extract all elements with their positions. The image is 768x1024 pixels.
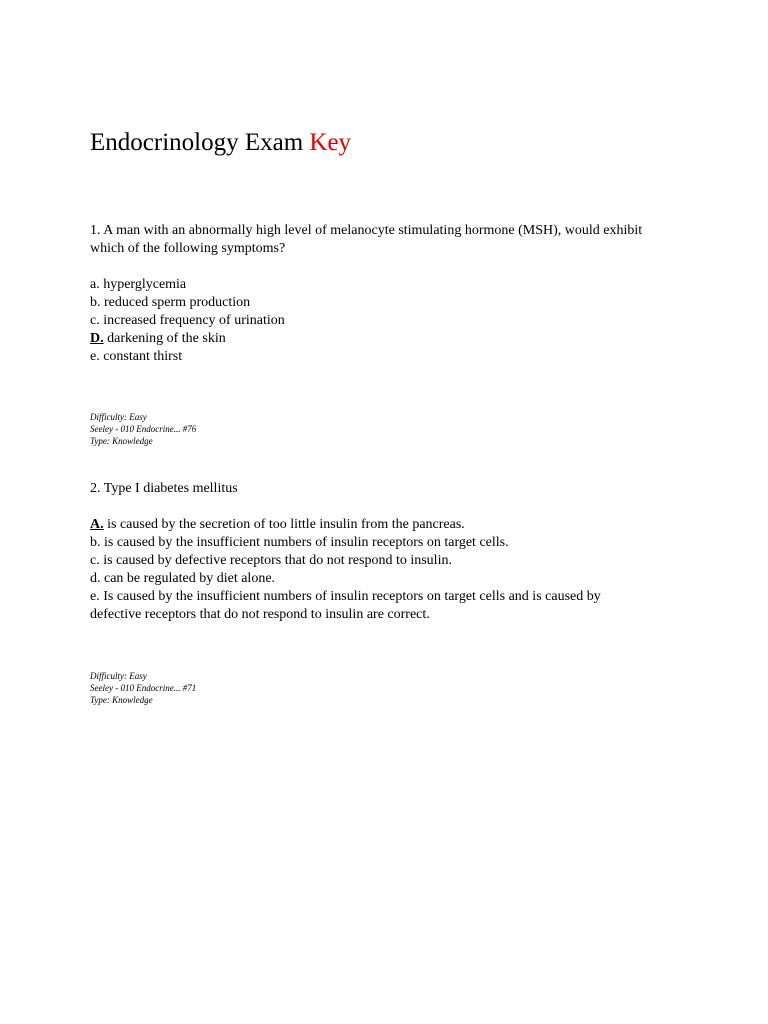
title-key-highlight: Key bbox=[309, 129, 352, 156]
question-2 bbox=[90, 480, 650, 624]
answer-options bbox=[90, 276, 650, 366]
option-e bbox=[90, 348, 650, 366]
option-e bbox=[90, 588, 650, 624]
option-text: e. constant thirst bbox=[90, 349, 183, 364]
title-main: Endocrinology Exam bbox=[90, 129, 304, 156]
question-2-metadata bbox=[90, 670, 196, 706]
source-label: Seeley - 010 Endocrine... #71 bbox=[90, 683, 197, 693]
question-1-metadata bbox=[90, 411, 196, 447]
option-c bbox=[90, 552, 650, 570]
option-d bbox=[90, 570, 650, 588]
option-text: b. is caused by the insufficient numbers of insulin receptors on target cells. bbox=[90, 535, 509, 550]
answer-options bbox=[90, 516, 650, 624]
option-a-correct bbox=[90, 516, 650, 534]
option-text: d. can be regulated by diet alone. bbox=[90, 571, 276, 586]
correct-answer-letter: D. bbox=[90, 331, 104, 346]
option-d-correct bbox=[90, 330, 650, 348]
option-text: c. is caused by defective receptors that do not respond to insulin. bbox=[90, 553, 452, 568]
source-label: Seeley - 010 Endocrine... #76 bbox=[90, 424, 197, 434]
page-title bbox=[90, 126, 351, 160]
type-label: Type: Knowledge bbox=[90, 695, 153, 705]
option-b bbox=[90, 294, 650, 312]
option-text: darkening of the skin bbox=[103, 331, 226, 346]
correct-answer-letter: A. bbox=[90, 517, 104, 532]
difficulty-label: Difficulty: Easy bbox=[90, 671, 147, 681]
question-stem: 1. A man with an abnormally high level of melanocyte stimulating hormone (MSH), would exhibit which of the following symptoms? bbox=[90, 223, 643, 256]
option-text: is caused by the secretion of too little insulin from the pancreas. bbox=[103, 517, 465, 532]
question-stem: 2. Type I diabetes mellitus bbox=[90, 481, 238, 496]
difficulty-label: Difficulty: Easy bbox=[90, 412, 147, 422]
option-text: c. increased frequency of urination bbox=[90, 313, 285, 328]
option-text: e. Is caused by the insufficient numbers of insulin receptors on target cells and is caused by defective receptors that do not respond to insulin are correct. bbox=[90, 589, 601, 622]
option-text: a. hyperglycemia bbox=[90, 277, 187, 292]
type-label: Type: Knowledge bbox=[90, 436, 153, 446]
option-text: b. reduced sperm production bbox=[90, 295, 251, 310]
option-c bbox=[90, 312, 650, 330]
option-b bbox=[90, 534, 650, 552]
option-a bbox=[90, 276, 650, 294]
question-1 bbox=[90, 222, 650, 366]
